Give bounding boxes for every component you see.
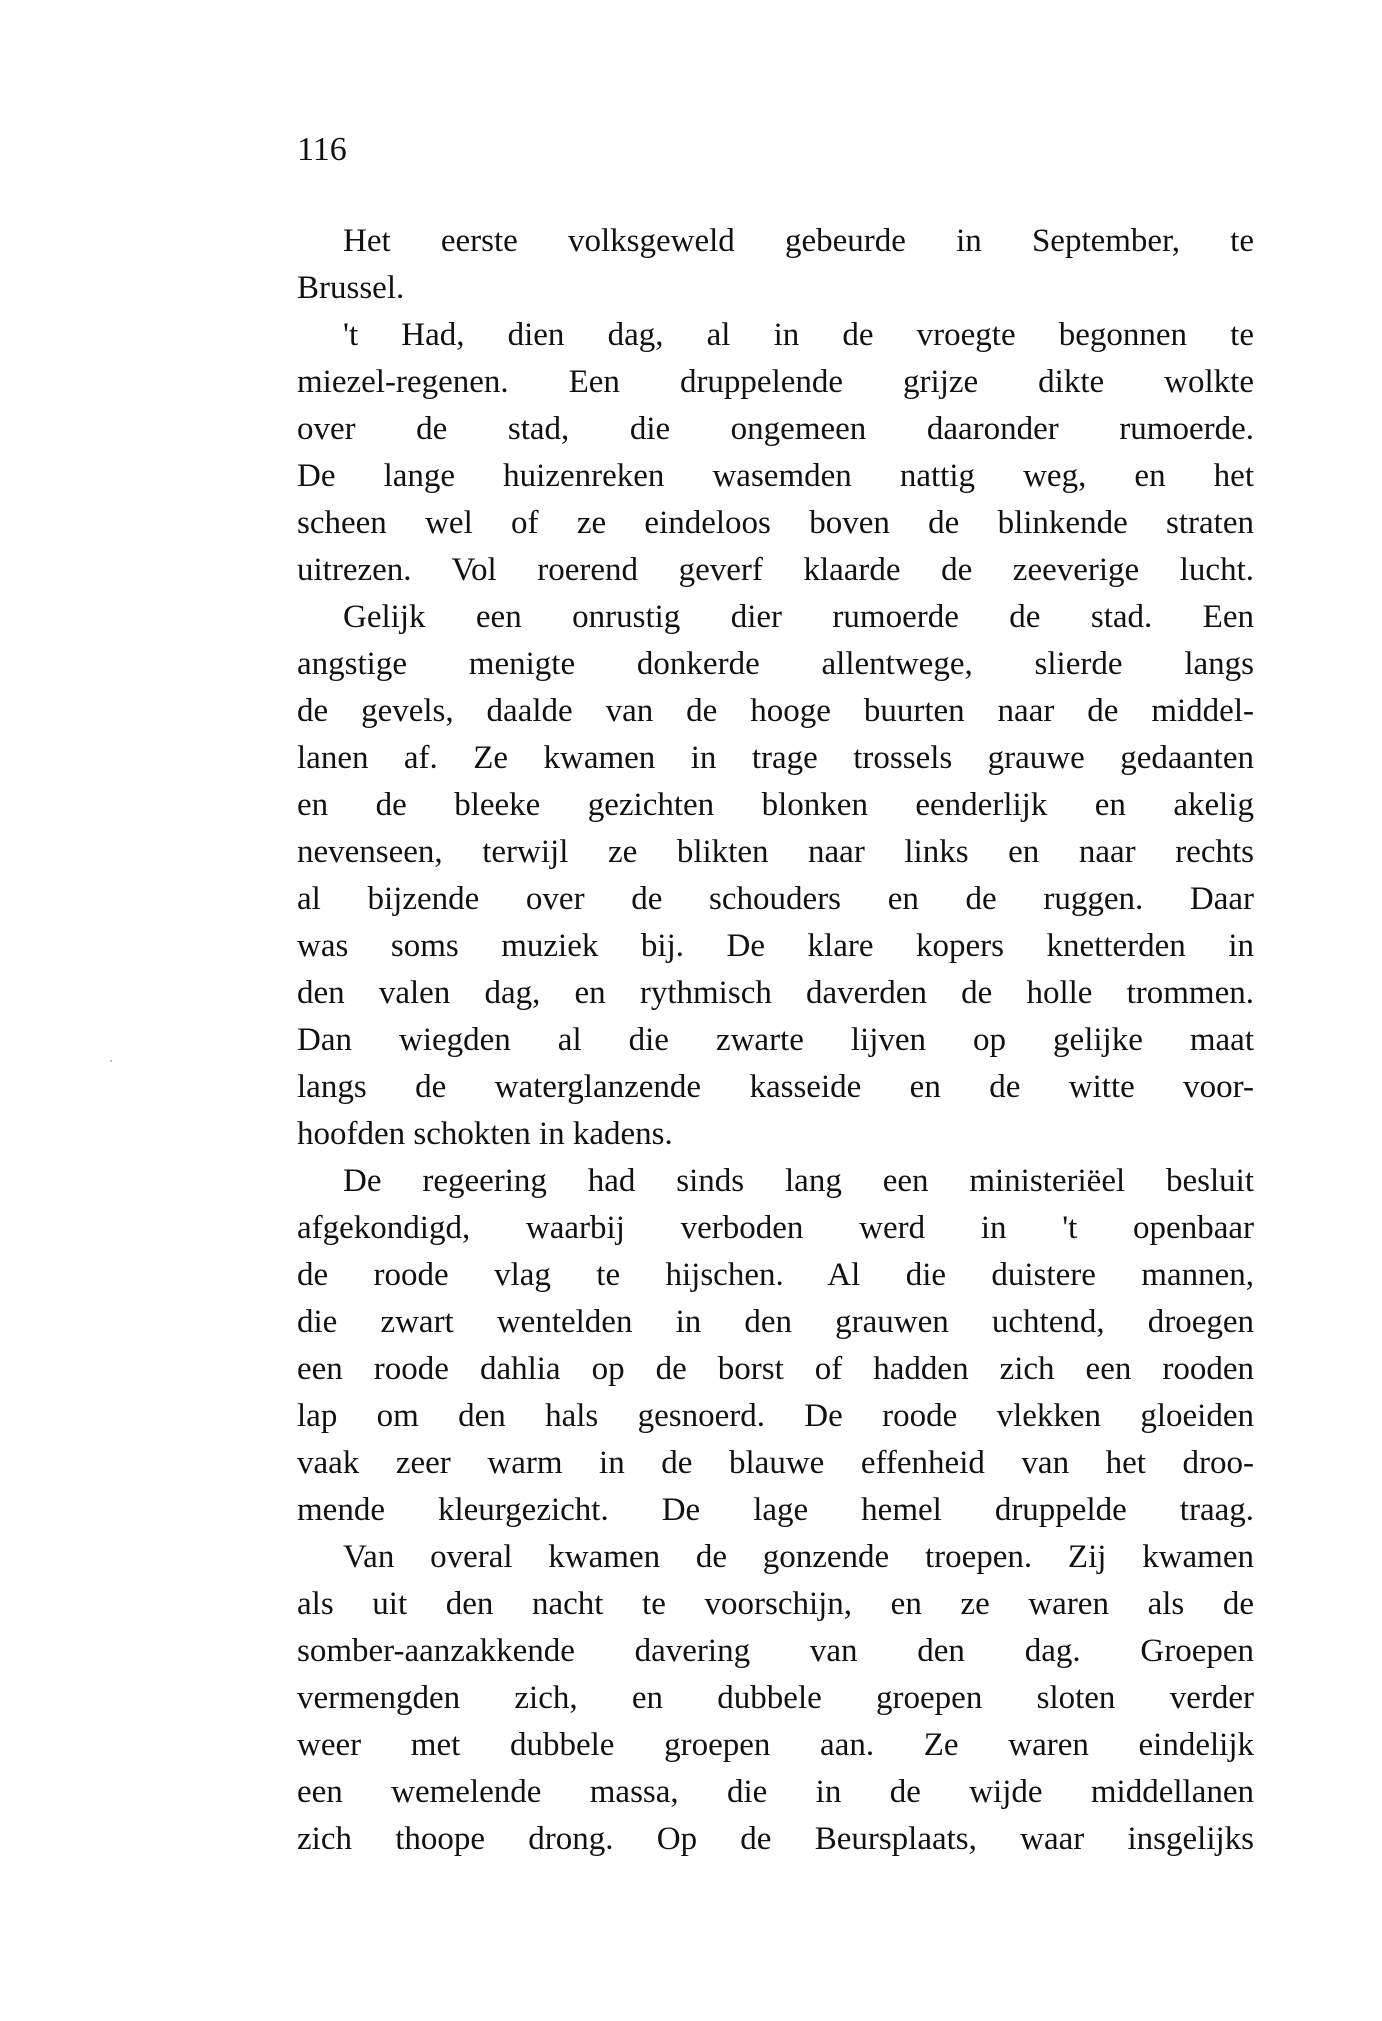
paragraph [297, 218, 1254, 312]
text-line: Dan wiegden al die zwarte lijven op gelijke maat [297, 1022, 1254, 1058]
paragraph [297, 1534, 1254, 1863]
text-line: scheen wel of ze eindeloos boven de blinkende straten [297, 505, 1254, 541]
text-line: de gevels, daalde van de hooge buurten naar de middel- [297, 693, 1254, 729]
text-line: uitrezen. Vol roerend geverf klaarde de zeeverige lucht. [297, 552, 1254, 588]
text-line: hoofden schokten in kadens. [297, 1116, 673, 1152]
text-line: vermengden zich, en dubbele groepen sloten verder [297, 1680, 1254, 1716]
text-line: Het eerste volksgeweld gebeurde in September, te [343, 223, 1254, 259]
text-line: Brussel. [297, 270, 405, 306]
text-line: afgekondigd, waarbij verboden werd in 't openbaar [297, 1210, 1254, 1246]
text-line: somber-aanzakkende davering van den dag. Groepen [297, 1633, 1254, 1669]
text-line: Gelijk een onrustig dier rumoerde de stad. Een [343, 599, 1254, 635]
text-line: en de bleeke gezichten blonken eenderlijk en akelig [297, 787, 1254, 823]
body-text [297, 218, 1254, 1863]
text-line: langs de waterglanzende kasseide en de witte voor- [297, 1069, 1254, 1105]
text-line: de roode vlag te hijschen. Al die duistere mannen, [297, 1257, 1254, 1293]
text-line: een wemelende massa, die in de wijde middellanen [297, 1774, 1254, 1810]
text-line: mende kleurgezicht. De lage hemel druppelde traag. [297, 1492, 1254, 1528]
text-line: was soms muziek bij. De klare kopers knetterden in [297, 928, 1254, 964]
scan-speck [110, 1060, 112, 1062]
text-line: een roode dahlia op de borst of hadden zich een rooden [297, 1351, 1254, 1387]
text-line: 't Had, dien dag, al in de vroegte begonnen te [343, 317, 1254, 353]
text-line: zich thoope drong. Op de Beursplaats, waar insgelijks [297, 1821, 1254, 1857]
text-line: lap om den hals gesnoerd. De roode vlekken gloeiden [297, 1398, 1254, 1434]
text-line: als uit den nacht te voorschijn, en ze waren als de [297, 1586, 1254, 1622]
text-line: De lange huizenreken wasemden nattig weg, en het [297, 458, 1254, 494]
paragraph [297, 312, 1254, 594]
paragraph [297, 1158, 1254, 1534]
text-line: De regeering had sinds lang een ministeriëel besluit [343, 1163, 1254, 1199]
text-line: lanen af. Ze kwamen in trage trossels grauwe gedaanten [297, 740, 1254, 776]
page-number: 116 [297, 131, 347, 168]
text-line: den valen dag, en rythmisch daverden de holle trommen. [297, 975, 1254, 1011]
text-line: al bijzende over de schouders en de ruggen. Daar [297, 881, 1254, 917]
text-line: vaak zeer warm in de blauwe effenheid van het droo- [297, 1445, 1254, 1481]
text-line: miezel-regenen. Een druppelende grijze dikte wolkte [297, 364, 1254, 400]
text-line: over de stad, die ongemeen daaronder rumoerde. [297, 411, 1254, 447]
text-line: angstige menigte donkerde allentwege, slierde langs [297, 646, 1254, 682]
text-line: nevenseen, terwijl ze blikten naar links en naar rechts [297, 834, 1254, 870]
text-line: Van overal kwamen de gonzende troepen. Zij kwamen [343, 1539, 1254, 1575]
paragraph [297, 594, 1254, 1158]
text-line: die zwart wentelden in den grauwen uchtend, droegen [297, 1304, 1254, 1340]
text-line: weer met dubbele groepen aan. Ze waren eindelijk [297, 1727, 1254, 1763]
